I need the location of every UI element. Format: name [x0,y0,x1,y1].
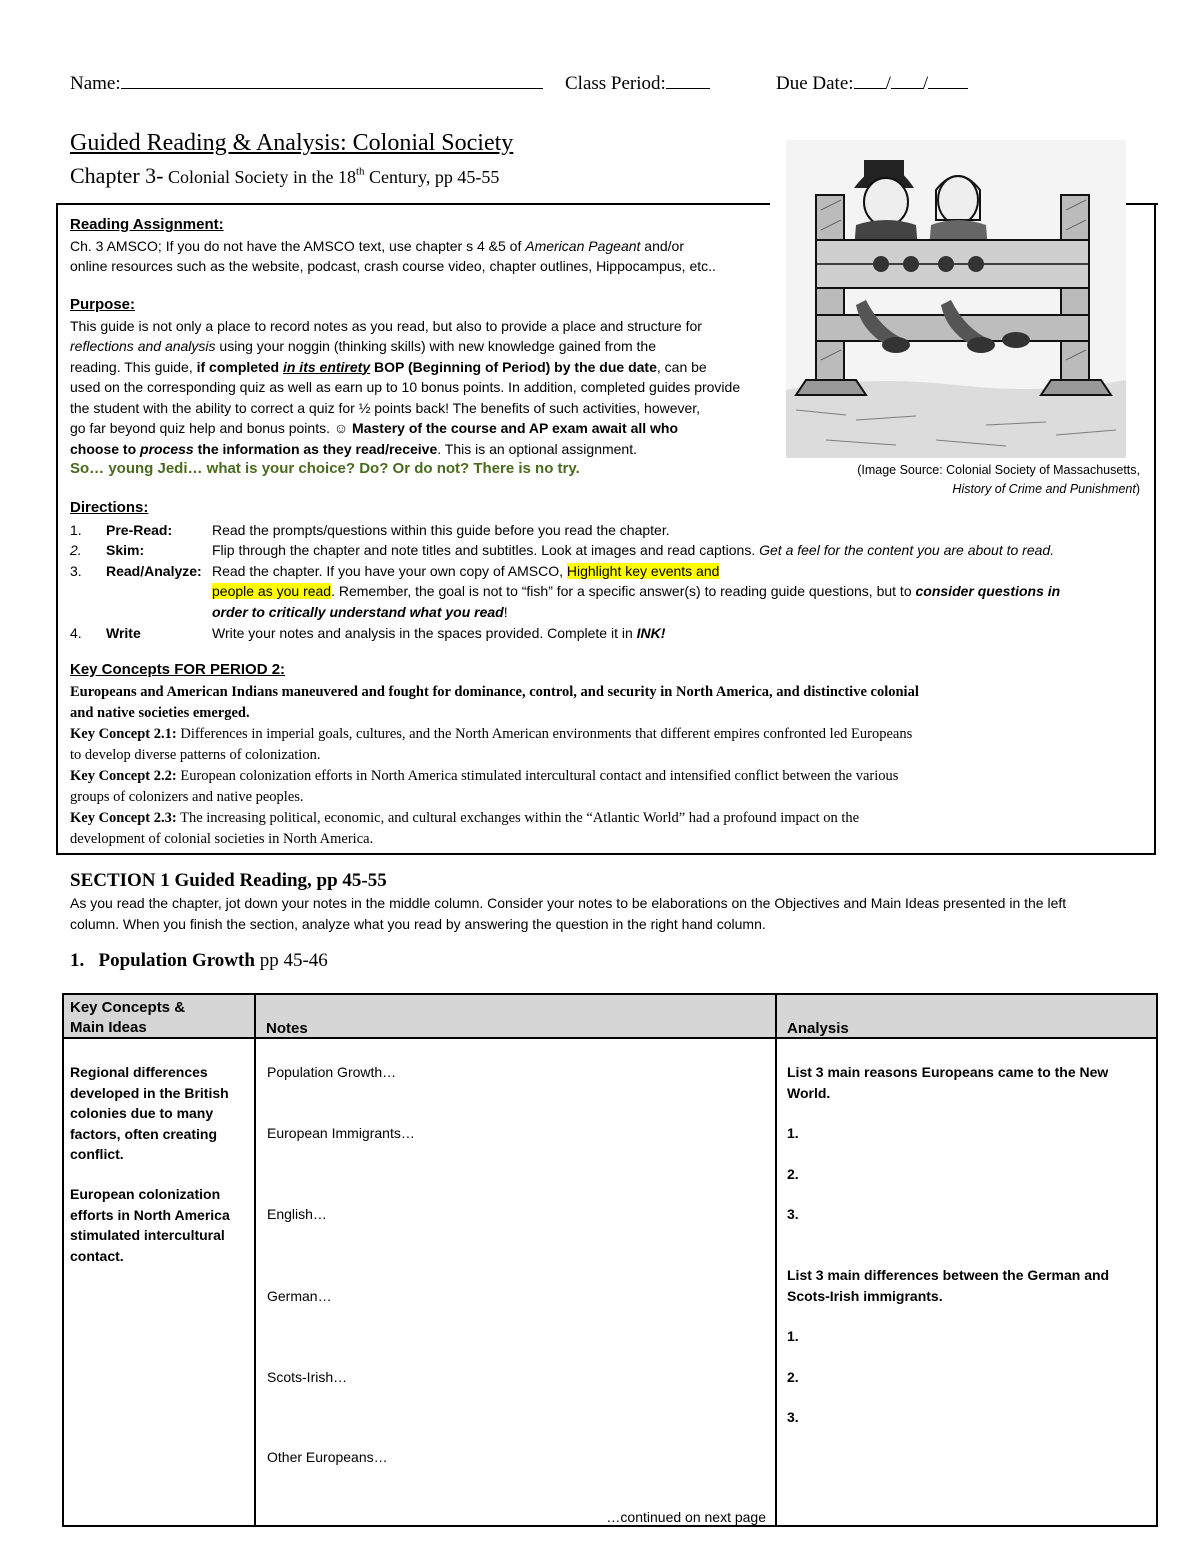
kc-label: Key Concept 2.3: [70,810,177,826]
main-idea-line: developed in the British [70,1084,229,1101]
direction-text-part: Read the chapter. If you have your own copy of AMSCO, [212,563,567,579]
due-day-blank[interactable] [891,72,923,89]
image-caption [800,461,1140,499]
section-desc-line: column. When you finish the section, analyze what you read by answering the question in the right hand column. [70,915,766,932]
reading-text: Ch. 3 AMSCO; If you do not have the AMSCO text, use chapter s 4 &5 of [70,237,526,254]
subsection-name: Population Growth [98,950,255,971]
highlight-text: Highlight key events and [566,563,720,579]
highlight-text: people as you read [212,583,332,599]
analysis-question [787,1062,1147,1103]
direction-num: 2. [70,542,82,558]
answer-number[interactable]: 1. [787,1328,799,1344]
section-title: SECTION 1 Guided Reading, pp 45-55 [70,870,387,891]
reading-assignment [70,215,770,277]
name-blank[interactable] [121,72,543,89]
purpose-text: . This is an optional assignment. [437,440,637,457]
chapter-title-b: Century, pp 45-55 [364,167,500,187]
due-sep: / [885,73,891,94]
subsection-pages: pp 45-46 [254,950,328,971]
answer-number[interactable]: 1. [787,1125,799,1141]
answer-number[interactable]: 3. [787,1409,799,1425]
caption-source: History of Crime and Punishment [952,482,1136,496]
direction-text-em: order to critically understand what you read [212,604,504,620]
purpose-label: Purpose: [70,296,136,313]
purpose-bold: Mastery of the course and AP exam await all who [352,420,679,436]
table-header-row [62,993,1158,1039]
note-prompt[interactable]: European Immigrants… [267,1125,415,1141]
kc-intro: and native societies emerged. [70,705,250,721]
class-period-label: Class Period: [565,73,666,94]
purpose-text: using your noggin (thinking skills) with new knowledge gained from the [215,338,656,354]
caption-line-2 [800,480,1140,499]
question-line: List 3 main differences between the German and [787,1267,1110,1283]
direction-name: Pre-Read: [106,522,173,538]
class-period-blank[interactable] [666,72,710,89]
main-idea [70,1062,250,1165]
analysis-question [787,1265,1147,1306]
due-date-label: Due Date: [776,73,854,94]
kc-2-1 [70,724,1145,745]
note-prompt[interactable]: Population Growth… [267,1064,397,1080]
purpose-line: used on the corresponding quiz as well as earn up to 10 bonus points. In addition, completed guides provide [70,379,741,395]
direction-text-part: ! [503,604,508,620]
due-year-blank[interactable] [928,72,968,89]
chapter-title-a: Colonial Society in the 18 [163,167,356,187]
kc-label: Key Concept 2.2: [70,768,177,784]
kc-text: development of colonial societies in North America. [70,831,374,847]
purpose-bold: choose to [70,440,141,457]
main-idea-line: conflict. [70,1146,124,1162]
reading-em: American Pageant [525,237,641,254]
main-idea-line: Regional differences [70,1064,208,1080]
subsection-title [70,950,328,972]
reading-line-1 [70,236,770,257]
chapter-prefix: Chapter 3- [70,163,164,188]
reading-line-2: online resources such as the website, podcast, crash course video, chapter outlines, Hippocampus, etc.. [70,258,716,274]
direction-num: 4. [70,625,82,641]
direction-name: Write [106,625,141,641]
due-date-line [776,72,968,95]
direction-text [212,623,665,644]
direction-text: Read the prompts/questions within this guide before you read the chapter. [212,522,670,538]
purpose-line [70,418,780,439]
continued-note: …continued on next page [606,1509,766,1525]
subsection-num: 1. [70,950,85,971]
main-idea-line: contact. [70,1247,124,1264]
direction-text-part: . Remember, the goal is not to “fish” for a specific answer(s) to reading guide questions, but to [331,583,916,599]
main-idea-line: efforts in North America [70,1206,230,1223]
name-label: Name: [70,73,121,94]
kc-text: groups of colonizers and native peoples. [70,789,304,805]
main-idea-line: stimulated intercultural [70,1227,225,1243]
note-prompt[interactable]: Scots-Irish… [267,1369,348,1385]
purpose-line [70,357,780,378]
answer-number[interactable]: 2. [787,1369,799,1385]
purpose-bold-em: process [140,440,194,457]
purpose-bold-em: in its entirety [282,358,371,375]
direction-text [212,561,719,582]
direction-text [212,540,1054,561]
purpose [70,295,780,480]
direction-num: 1. [70,522,82,538]
note-prompt[interactable]: English… [267,1206,327,1222]
chapter-title [70,163,499,189]
purpose-bold: if completed [196,358,283,375]
direction-text [212,602,508,623]
name-line [70,72,543,95]
col-header-key-concepts [70,998,185,1038]
due-month-blank[interactable] [854,72,886,89]
direction-num: 3. [70,563,82,579]
purpose-bold: the information as they read/receive [193,440,438,457]
key-concepts-label: Key Concepts FOR PERIOD 2: [70,661,286,678]
purpose-line [70,439,780,460]
caption-line-1: (Image Source: Colonial Society of Massachusetts, [857,463,1140,477]
question-line: List 3 main reasons Europeans came to the New [787,1064,1109,1080]
class-period-line [565,72,710,95]
answer-number[interactable]: 2. [787,1166,799,1182]
direction-text-em: Get a feel for the content you are about to read. [755,542,1055,558]
note-prompt[interactable]: Other Europeans… [267,1449,388,1465]
kc-text: Differences in imperial goals, cultures, and the North American environments that different empires confronted led Europeans [176,726,913,742]
direction-text-em: consider questions in [915,583,1061,599]
kc-text: European colonization efforts in North America stimulated intercultural contact and intensified conflict between the various [176,768,899,784]
col-header-analysis: Analysis [787,1020,849,1037]
kc-text: to develop diverse patterns of colonization. [70,747,321,763]
direction-text-part: Flip through the chapter and note titles and subtitles. Look at images and read captions. [212,542,756,558]
col-header-line: Main Ideas [70,1019,147,1036]
purpose-line: This guide is not only a place to record notes as you read, but also to provide a place and structure for [70,317,702,334]
due-sep: / [922,73,929,94]
direction-text [212,581,1060,602]
answer-number[interactable]: 3. [787,1206,799,1222]
main-idea-line: European colonization [70,1186,221,1202]
directions-label: Directions: [70,499,149,516]
jedi-line: So… young Jedi… what is your choice? Do? Or do not? There is no try. [70,460,580,477]
direction-text-em: INK! [636,625,666,641]
question-line: Scots-Irish immigrants. [787,1287,943,1304]
col-header-line: Key Concepts & [70,999,186,1016]
purpose-line: the student with the ability to correct a quiz for ½ points back! The benefits of such activities, however, [70,399,701,416]
section-desc-line: As you read the chapter, jot down your notes in the middle column. Consider your notes to be elaborations on the Objectives and Main Ideas presented in the left [70,895,1067,911]
purpose-line [70,336,780,357]
column-divider [254,993,256,1527]
purpose-bold: BOP (Beginning of Period) by the due date [370,358,657,375]
purpose-text: reading. This guide, [70,358,197,375]
direction-text-part: Write your notes and analysis in the spaces provided. Complete it in [212,625,637,641]
direction-name: Read/Analyze: [106,563,202,579]
note-prompt[interactable]: German… [267,1288,332,1304]
reading-label: Reading Assignment: [70,216,224,233]
pillory-illustration [786,140,1126,458]
column-divider [775,993,777,1527]
page-title: Guided Reading & Analysis: Colonial Society [70,130,514,156]
purpose-em: reflections and analysis [70,338,216,354]
purpose-text: , can be [656,358,707,375]
main-idea-line: factors, often creating [70,1125,218,1142]
main-idea-line: colonies due to many [70,1105,214,1121]
key-concepts [70,682,1145,850]
direction-name: Skim: [106,542,145,558]
kc-2-3 [70,808,1145,829]
caption-close: ) [1135,482,1140,496]
question-line: World. [787,1084,831,1101]
kc-text: The increasing political, economic, and cultural exchanges within the “Atlantic World” had a profound impact on the [176,810,860,826]
chapter-title-sup: th [355,165,365,178]
section-description [70,893,1130,934]
purpose-text: go far beyond quiz help and bonus points. ☺ [70,420,353,436]
kc-2-2 [70,766,1145,787]
reading-text: and/or [640,237,685,254]
kc-label: Key Concept 2.1: [70,726,177,742]
kc-intro: Europeans and American Indians maneuvered and fought for dominance, control, and security in North America, and distinctive colonial [70,684,919,700]
main-idea [70,1184,250,1266]
col-header-notes: Notes [266,1020,308,1037]
